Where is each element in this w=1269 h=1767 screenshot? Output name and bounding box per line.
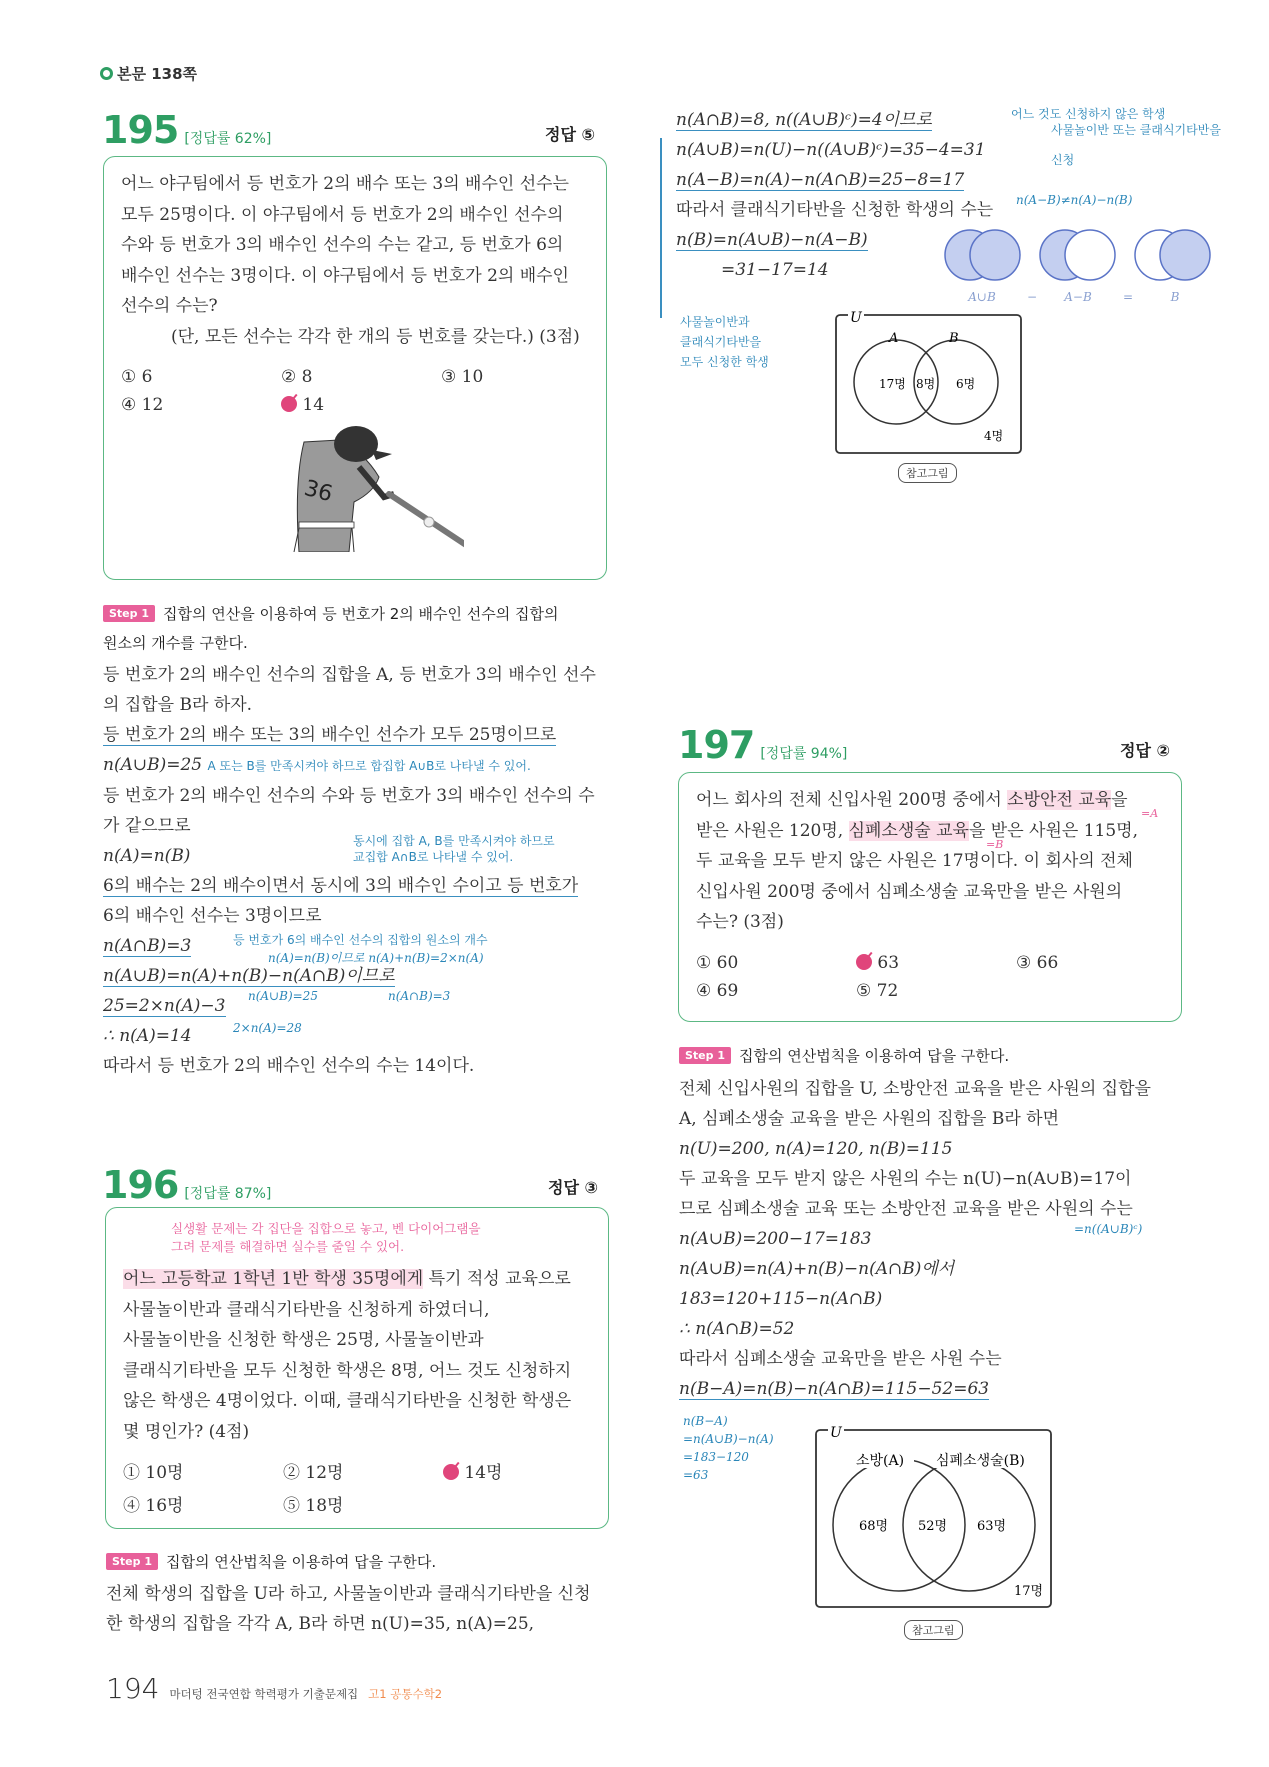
choice-5[interactable]: ⑤ 72 xyxy=(856,981,899,1001)
svg-text:17명: 17명 xyxy=(879,377,906,391)
answer-label: 정답 ③ xyxy=(548,1178,599,1197)
svg-text:A∪B: A∪B xyxy=(968,290,996,304)
side-annotation: n(B−A) =n(A∪B)−n(A) =183−120 =63 xyxy=(683,1414,774,1482)
svg-text:A−B: A−B xyxy=(1064,290,1092,304)
svg-text:B: B xyxy=(949,331,959,346)
svg-text:U: U xyxy=(850,310,862,326)
solution-195: 등 번호가 2의 배수인 선수의 집합을 A, 등 번호가 3의 배수인 선수 의 집합을 B라 하자. 등 번호가 2의 배수 또는 3의 배수인 선수가 모두 25명이므로 n(A∪B)=25 A 또는 B를 만족시켜야 하므로 합집합 A∪B로 나타낼 수 있어. 등 번호가 2의 배수인 선수의 수와 등 번호가 3의 배수인 선수의 수 가 같으므로 n(A)=n(B) 동시에 집합 A, B를 만족시켜야 하므로 교집합 A∩B로 나타낼 수 있어. 6의 배수는 2의 배수이면서 동시에 3의 배수인 수이고 등 번호가 6의 배수인 선수는 3명이므로 n(A∩B)=3 등 번호가 6의 배수인 선수의 집합의 원소의 개수 n(A)=n(B)이므로 n(A)+n(B)=2×n(A) n(A∪B)=n(A)+n(B)−n(A∩B)이므로 n(A∪B)=25 n(A∩B)=3 25=2×n(A)−3 2×n(A)=28 ∴ n(A)=14 따라서 등 번호가 2의 배수인 선수의 수는 14이다. xyxy=(103,665,596,1076)
highlighted-text: 어느 고등학교 1학년 1반 학생 35명에게 xyxy=(123,1269,424,1289)
choice-5[interactable]: ⑤ 18명 xyxy=(283,1496,344,1516)
checkmark-icon xyxy=(443,1464,459,1480)
question-text: 어느 회사의 전체 신입사원 200명 중에서 소방안전 교육을 =A 받은 사원은 120명, 심폐소생술 교육을 받은 사원은 115명, =B 두 교육을 모두 받지 않은 사원은 17명이다. 이 회사의 전체 신입사원 200명 중에서 심폐소생술 교육만을 받은 사원의 수는? (3점) xyxy=(696,790,1159,932)
reference-figure-tag: 참고그림 xyxy=(904,1620,963,1640)
choices xyxy=(121,367,601,415)
answer-label: 정답 ⑤ xyxy=(545,125,596,144)
choice-5[interactable]: 14 xyxy=(281,395,441,415)
circle-bullet-icon xyxy=(100,67,113,80)
problem-197-box xyxy=(678,772,1182,1022)
svg-text:17명: 17명 xyxy=(1014,1584,1044,1599)
book-title: 마더텅 전국연합 학력평가 기출문제집 xyxy=(169,1687,359,1701)
svg-text:U: U xyxy=(830,1425,842,1441)
problem-196-header xyxy=(102,1163,271,1207)
checkmark-icon xyxy=(856,954,872,970)
checkmark-icon xyxy=(281,396,297,412)
svg-text:−: − xyxy=(1026,290,1038,304)
svg-text:36: 36 xyxy=(301,475,336,508)
annotation: 동시에 집합 A, B를 만족시켜야 하므로 교집합 A∩B로 나타낼 수 있어. xyxy=(353,834,555,864)
svg-text:A: A xyxy=(889,331,899,346)
step-heading: Step 1 집합의 연산법칙을 이용하여 답을 구한다. xyxy=(106,1551,436,1572)
connector-line xyxy=(660,138,662,318)
svg-text:6명: 6명 xyxy=(956,377,976,391)
step-heading: Step 1 집합의 연산법칙을 이용하여 답을 구한다. xyxy=(679,1045,1009,1066)
step-badge: Step 1 xyxy=(106,1553,158,1570)
mini-venn-diagrams xyxy=(940,225,1230,305)
svg-text:63명: 63명 xyxy=(977,1519,1007,1534)
svg-text:심폐소생술(B): 심폐소생술(B) xyxy=(936,1453,1025,1469)
choice-1[interactable]: ① 6 xyxy=(121,367,153,387)
choice-3[interactable]: ③ 66 xyxy=(1016,953,1059,973)
svg-text:52명: 52명 xyxy=(918,1519,948,1534)
baseball-batter-illustration xyxy=(264,422,464,552)
annotation-both: 사물놀이반과 클래식기타반을 모두 신청한 학생 xyxy=(680,315,769,369)
choice-4[interactable]: ④ 16명 xyxy=(123,1496,184,1516)
problem-number: 195 xyxy=(102,108,179,152)
choices xyxy=(123,1458,603,1516)
tip-note: 실생활 문제는 각 집단을 집합으로 놓고, 벤 다이어그램을 그려 문제를 해결하면 실수를 줄일 수 있어. xyxy=(171,1221,481,1254)
choice-3[interactable]: 14명 xyxy=(443,1458,603,1483)
venn-diagram-197 xyxy=(814,1425,1054,1610)
reference-page: 본문 138쪽 xyxy=(100,63,197,84)
venn-diagram-196 xyxy=(834,310,1024,455)
problem-number: 196 xyxy=(102,1163,179,1207)
choice-3[interactable]: ③ 10 xyxy=(441,367,484,387)
choices xyxy=(696,953,1176,1001)
annotation: A 또는 B를 만족시켜야 하므로 합집합 A∪B로 나타낼 수 있어. xyxy=(207,759,531,773)
question-text: 어느 야구팀에서 등 번호가 2의 배수 또는 3의 배수인 선수는 모두 25명이다. 이 야구팀에서 등 번호가 2의 배수인 선수의 수와 등 번호가 3의 배수인 선수의 수는 같고, 등 번호가 6의 배수인 선수는 3명이다. 이 야구팀에서 등 번호가 2의 배수인 선수의 수는? (단, 모든 선수는 각각 한 개의 등 번호를 갖는다.) (3점) xyxy=(121,174,580,347)
svg-text:소방(A): 소방(A) xyxy=(856,1453,905,1469)
solution-196-continued: n(A∩B)=8, n((A∪B)ᶜ)=4이므로 어느 것도 신청하지 않은 학생 사물놀이반 또는 클래식기타반을 신청 n(A∪B)=n(U)−n((A∪B)ᶜ)=35−4=31 n(A−B)=n(A)−n(A∩B)=25−8=17 n(A−B)≠n(A)−n(B) 따라서 클래식기타반을 신청한 학생의 수는 n(B)=n(A∪B)−n(A−B) =31−17=14 xyxy=(676,107,1221,280)
svg-text:4명: 4명 xyxy=(984,429,1004,443)
answer-label: 정답 ② xyxy=(1120,741,1171,760)
problem-197-header xyxy=(678,723,847,767)
reference-figure-tag: 참고그림 xyxy=(898,463,957,483)
svg-text:=: = xyxy=(1122,290,1134,304)
step-heading: Step 1 집합의 연산을 이용하여 등 번호가 2의 배수인 선수의 집합의 xyxy=(103,603,558,624)
accuracy-rate: [정답률 87%] xyxy=(184,1186,272,1202)
svg-text:8명: 8명 xyxy=(916,377,936,391)
problem-196-box xyxy=(105,1207,609,1529)
problem-number: 197 xyxy=(678,723,755,767)
book-subtitle: 고1 공통수학2 xyxy=(368,1687,443,1701)
choice-4[interactable]: ④ 69 xyxy=(696,981,739,1001)
choice-1[interactable]: ① 60 xyxy=(696,953,739,973)
step-badge: Step 1 xyxy=(679,1047,731,1064)
problem-195-box xyxy=(103,156,607,580)
page-number: 194 xyxy=(106,1672,160,1705)
svg-text:B: B xyxy=(1170,290,1180,304)
choice-2[interactable]: ② 8 xyxy=(281,367,313,387)
solution-196: 전체 학생의 집합을 U라 하고, 사물놀이반과 클래식기타반을 신청 한 학생의 집합을 각각 A, B라 하면 n(U)=35, n(A)=25, xyxy=(106,1584,591,1634)
problem-195-header xyxy=(102,108,271,152)
step-badge: Step 1 xyxy=(103,605,155,622)
solution-197: 전체 신입사원의 집합을 U, 소방안전 교육을 받은 사원의 집합을 A, 심폐소생술 교육을 받은 사원의 집합을 B라 하면 n(U)=200, n(A)=120, n(B)=115 두 교육을 모두 받지 않은 사원의 수는 n(U)−n(A∪B)=17이 므로 심폐소생술 교육 또는 소방안전 교육을 받은 사원의 수는 =n((A∪B)ᶜ) n(A∪B)=200−17=183 n(A∪B)=n(A)+n(B)−n(A∩B)에서 183=120+115−n(A∩B) ∴ n(A∩B)=52 따라서 심폐소생술 교육만을 받은 사원 수는 n(B−A)=n(B)−n(A∩B)=115−52=63 xyxy=(679,1079,1151,1399)
question-text: 어느 고등학교 1학년 1반 학생 35명에게 특기 적성 교육으로 사물놀이반과 클래식기타반을 신청하게 하였더니, 사물놀이반을 신청한 학생은 25명, 사물놀이반과 클래식기타반을 모두 신청한 학생은 8명, 어느 것도 신청하지 않은 학생은 4명이었다. 이때, 클래식기타반을 신청한 학생은 몇 명인가? (4점) xyxy=(123,1269,572,1442)
step-heading-cont: 원소의 개수를 구한다. xyxy=(103,634,248,652)
choice-2[interactable]: 63 xyxy=(856,953,1016,973)
choice-1[interactable]: ① 10명 xyxy=(123,1463,184,1483)
choice-4[interactable]: ④ 12 xyxy=(121,395,164,415)
page-footer xyxy=(106,1672,442,1705)
choice-2[interactable]: ② 12명 xyxy=(283,1463,344,1483)
svg-text:68명: 68명 xyxy=(859,1519,889,1534)
accuracy-rate: [정답률 94%] xyxy=(760,746,848,762)
accuracy-rate: [정답률 62%] xyxy=(184,131,272,147)
